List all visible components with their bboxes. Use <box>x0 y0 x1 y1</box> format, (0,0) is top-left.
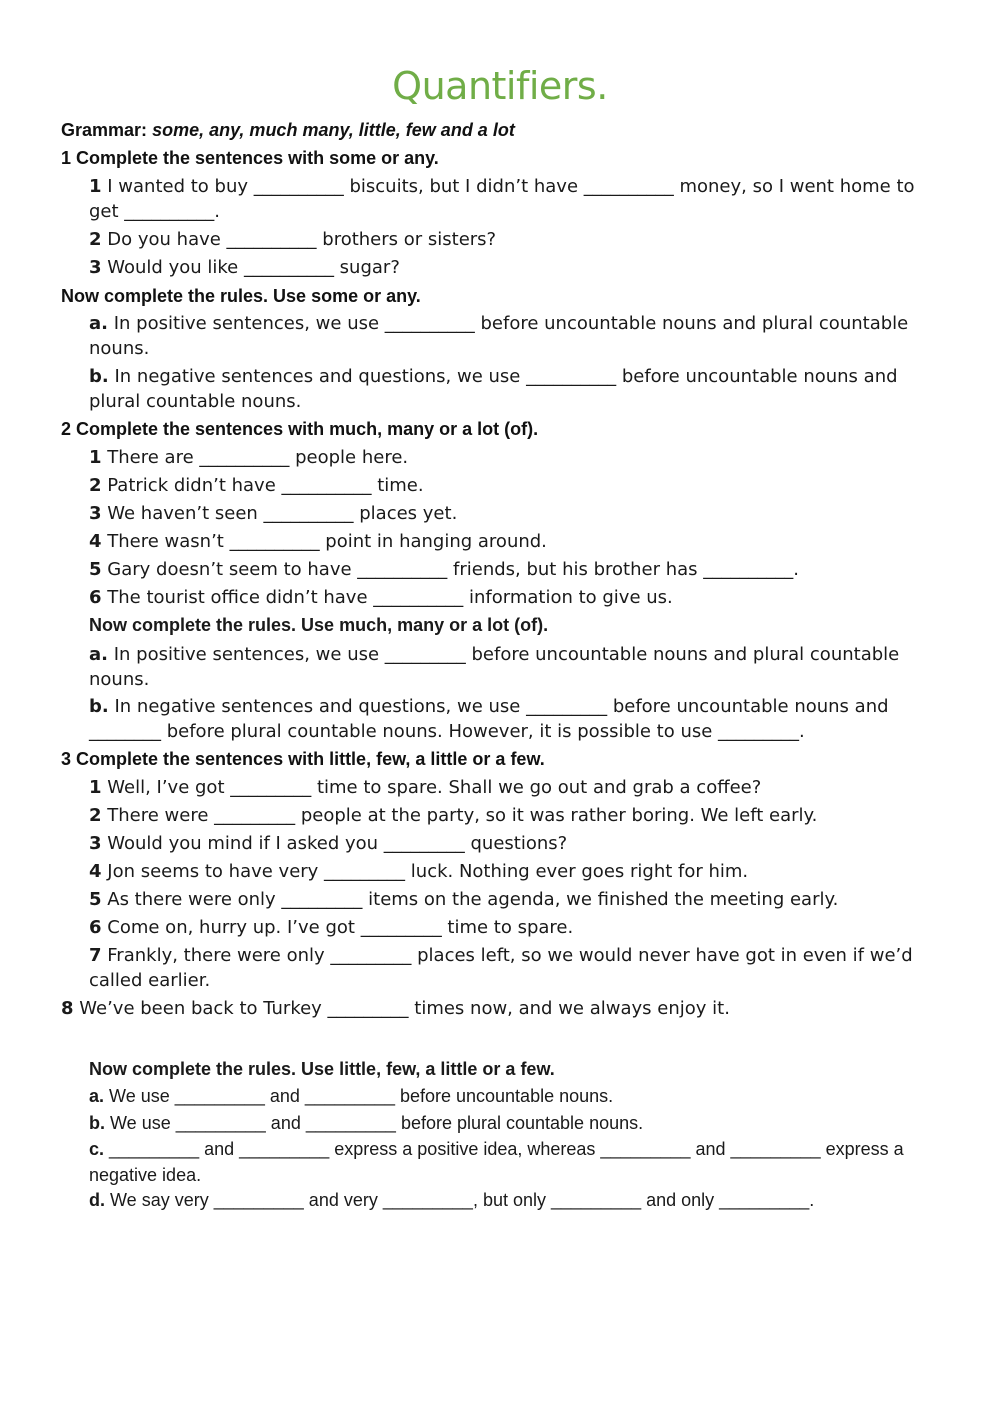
s3-rule-c: c. _________ and _________ express a positive idea, whereas _________ and _________ express a negative idea. <box>89 1139 909 1185</box>
s3-item-8: 8 We’ve been back to Turkey _________ times now, and we always enjoy it. <box>61 998 730 1019</box>
s2-item-4: 4 There wasn’t __________ point in hanging around. <box>89 531 547 552</box>
s2-rule-a: a. In positive sentences, we use _________ before uncountable nouns and plural countable nouns. <box>89 644 905 690</box>
s1-rule-b: b. In negative sentences and questions, we use __________ before uncountable nouns and plural countable nouns. <box>89 366 904 412</box>
s1-rules-heading: Now complete the rules. Use some or any. <box>61 286 421 306</box>
section-3-heading: 3 Complete the sentences with little, few, a little or a few. <box>61 749 545 769</box>
s2-rules-heading: Now complete the rules. Use much, many or a lot (of). <box>89 615 549 635</box>
s1-rule-a: a. In positive sentences, we use __________ before uncountable nouns and plural countable nouns. <box>89 313 914 359</box>
s3-item-7: 7 Frankly, there were only _________ places left, so we would never have got in even if we’d called earlier. <box>89 945 919 991</box>
s3-item-1: 1 Well, I’ve got _________ time to spare. Shall we go out and grab a coffee? <box>89 777 762 798</box>
s3-item-4: 4 Jon seems to have very _________ luck. Nothing ever goes right for him. <box>89 861 749 882</box>
s3-item-2: 2 There were _________ people at the party, so it was rather boring. We left early. <box>89 805 818 826</box>
grammar-list: some, any, much many, little, few and a lot <box>152 120 515 140</box>
s3-item-6: 6 Come on, hurry up. I’ve got _________ time to spare. <box>89 917 574 938</box>
s2-item-6: 6 The tourist office didn’t have __________ information to give us. <box>89 587 673 608</box>
grammar-line <box>61 120 515 141</box>
grammar-label: Grammar: <box>61 120 148 140</box>
s3-item-5: 5 As there were only _________ items on the agenda, we finished the meeting early. <box>89 889 839 910</box>
s1-item-1: 1 I wanted to buy __________ biscuits, but I didn’t have __________ money, so I went home to get __________. <box>89 176 921 222</box>
s3-item-3: 3 Would you mind if I asked you _________ questions? <box>89 833 568 854</box>
s2-item-3: 3 We haven’t seen __________ places yet. <box>89 503 458 524</box>
s3-rule-a: a. We use _________ and _________ before uncountable nouns. <box>89 1086 614 1106</box>
s1-item-3: 3 Would you like __________ sugar? <box>89 257 400 278</box>
s2-item-1: 1 There are __________ people here. <box>89 447 409 468</box>
s2-item-5: 5 Gary doesn’t seem to have __________ friends, but his brother has __________. <box>89 559 799 580</box>
section-1-heading: 1 Complete the sentences with some or any. <box>61 148 439 168</box>
s3-rules-heading: Now complete the rules. Use little, few, a little or a few. <box>89 1059 555 1079</box>
s2-item-2: 2 Patrick didn’t have __________ time. <box>89 475 424 496</box>
s3-rule-d: d. We say very _________ and very _________, but only _________ and only _________. <box>89 1190 815 1210</box>
s2-rule-b: b. In negative sentences and questions, we use _________ before uncountable nouns and ________ before plural countable nouns. However, it is possible to use _________. <box>89 696 895 742</box>
section-2-heading: 2 Complete the sentences with much, many or a lot (of). <box>61 419 539 439</box>
page-title: Quantifiers. <box>392 64 608 108</box>
s1-item-2: 2 Do you have __________ brothers or sisters? <box>89 229 497 250</box>
s3-rule-b: b. We use _________ and _________ before plural countable nouns. <box>89 1113 644 1133</box>
